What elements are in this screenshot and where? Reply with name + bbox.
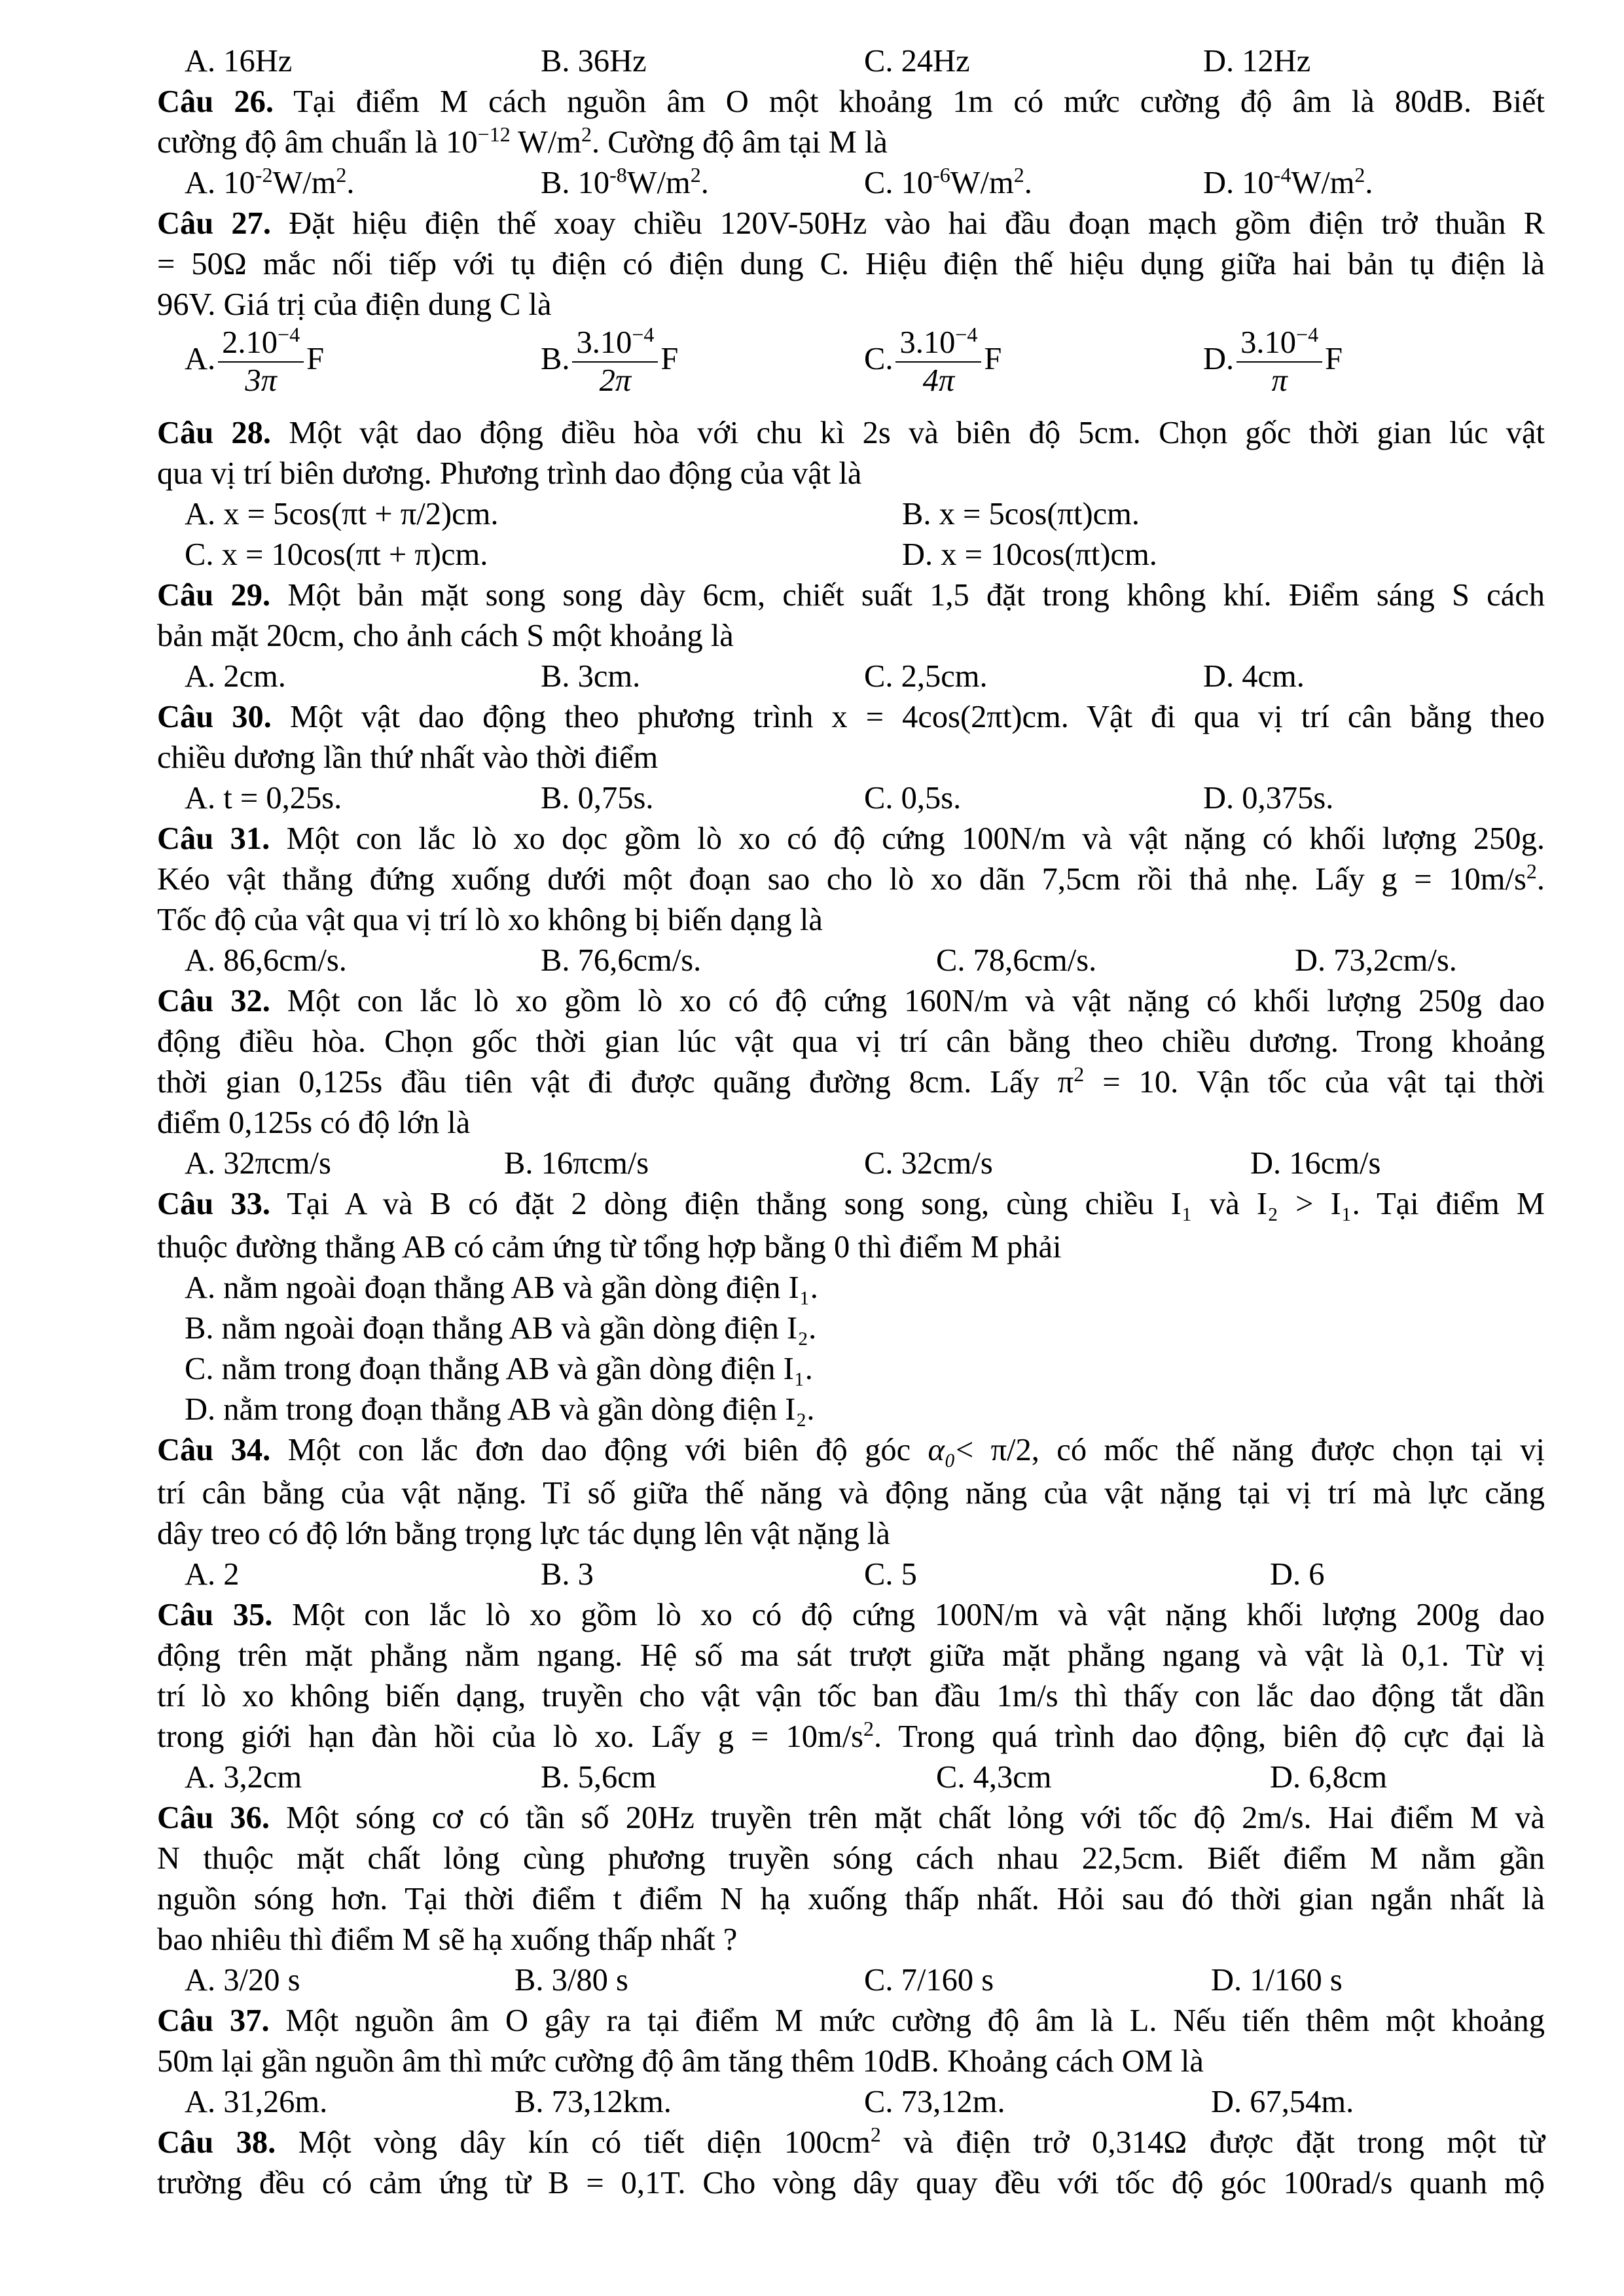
option-a (185, 322, 325, 399)
text-fragment: Kéo vật thẳng đứng xuống dưới một đoạn sao cho lò xo dãn 7,5cm rồi thả nhẹ. Lấy g = 10m/s (157, 862, 1526, 897)
option-a: A. 2 (185, 1557, 240, 1592)
option-c: C. 78,6cm/s. (936, 943, 1097, 978)
text-fragment: thời gian 0,125s đầu tiên vật đi được quãng đường 8cm. Lấy π (157, 1065, 1074, 1100)
question-label: Câu 32. (157, 984, 270, 1018)
option-b: B. 73,12km. (514, 2085, 672, 2119)
question-38 (157, 2123, 1545, 2162)
denominator: 2π (599, 363, 632, 398)
question-text: Một vật dao động theo phương trình x = 4cos(2πt)cm. Vật đi qua vị trí cân bằng theo (271, 700, 1545, 734)
exponent: -2 (255, 162, 273, 187)
option-c (864, 322, 1002, 399)
question-label: Câu 26. (157, 84, 274, 119)
fraction (572, 322, 658, 399)
option-d: D. 73,2cm/s. (1295, 943, 1457, 978)
text-fragment: W/m (950, 166, 1014, 200)
question-label: Câu 33. (157, 1187, 271, 1221)
question-text: 50m lại gần nguồn âm thì mức cường độ âm tăng thêm 10dB. Khoảng cách OM là (157, 2044, 1204, 2079)
option-b (541, 322, 679, 399)
exponent: 2 (1526, 859, 1537, 883)
exponent: −4 (955, 322, 978, 346)
option-b: B. x = 5cos(πt)cm. (902, 497, 1140, 531)
option-d: D. nằm trong đoạn thẳng AB và gần dòng điện I₂. (185, 1392, 815, 1427)
option-c: C. 0,5s. (864, 781, 962, 816)
text-fragment: B. 10 (541, 166, 610, 200)
text-fragment: . (700, 166, 709, 200)
option-c: C. x = 10cos(πt + π)cm. (185, 537, 488, 572)
question-text: Một con lắc lò xo dọc gồm lò xo có độ cứng 100N/m và vật nặng có khối lượng 250g. (270, 821, 1545, 856)
question-label: Câu 27. (157, 206, 272, 241)
text-fragment: . Trong quá trình dao động, biên độ cực đại là (874, 1719, 1545, 1754)
text-fragment: . (1024, 166, 1032, 200)
text-fragment: Một con lắc đơn dao động với biên độ góc (270, 1433, 928, 1467)
numerator: 3.10 (576, 325, 632, 360)
text-fragment: W/m (510, 125, 581, 160)
option-b: B. 3 (541, 1557, 594, 1592)
alpha-symbol: α₀ (928, 1433, 956, 1467)
denominator: 4π (922, 363, 955, 398)
text-fragment: W/m (272, 166, 336, 200)
question-33 (157, 1185, 1545, 1224)
question-text (157, 860, 1545, 899)
option-b: B. 16πcm/s (504, 1146, 649, 1181)
question-label: Câu 35. (157, 1598, 273, 1632)
exponent: 2 (690, 162, 701, 187)
question-text: Một con lắc lò xo gồm lò xo có độ cứng 160N/m và vật nặng có khối lượng 250g dao (270, 984, 1545, 1018)
exponent: 2 (863, 1716, 875, 1740)
option-d (1203, 322, 1343, 399)
question-text: trường đều có cảm ứng từ B = 0,1T. Cho vòng dây quay đều với tốc độ góc 100rad/s quanh mộ (157, 2166, 1545, 2200)
text-fragment: W/m (626, 166, 691, 200)
text-fragment: . (1536, 862, 1545, 897)
option-d: D. 0,375s. (1203, 781, 1334, 816)
question-27 (157, 204, 1545, 243)
exponent: 2 (870, 2122, 881, 2146)
option-a: A. t = 0,25s. (185, 781, 342, 816)
question-label: Câu 38. (157, 2125, 276, 2160)
unit: F (1325, 342, 1343, 377)
text-fragment: . (346, 166, 355, 200)
question-26 (157, 82, 1545, 122)
option-letter: D. (1203, 342, 1235, 377)
option-c: C. 32cm/s (864, 1146, 993, 1181)
option-a (185, 164, 355, 203)
question-text: động điều hòa. Chọn gốc thời gian lúc vật qua vị trí cân bằng theo chiều dương. Trong khoảng (157, 1024, 1545, 1059)
question-text: dây treo có độ lớn bằng trọng lực tác dụng lên vật nặng là (157, 1516, 890, 1551)
exponent: −4 (278, 322, 300, 346)
question-label: Câu 31. (157, 821, 270, 856)
question-text: bao nhiêu thì điểm M sẽ hạ xuống thấp nhất ? (157, 1922, 738, 1957)
option-a: A. 2cm. (185, 659, 286, 694)
question-text: thuộc đường thẳng AB có cảm ứng từ tổng hợp bằng 0 thì điểm M phải (157, 1230, 1062, 1265)
option-b: B. 3cm. (541, 659, 641, 694)
question-label: Câu 36. (157, 1801, 270, 1835)
question-text: = 50Ω mắc nối tiếp với tụ điện có điện dung C. Hiệu điện thế hiệu dụng giữa hai bản tụ điện là (157, 247, 1545, 281)
question-text: bản mặt 20cm, cho ảnh cách S một khoảng là (157, 619, 734, 653)
question-text: động trên mặt phẳng nằm ngang. Hệ số ma sát trượt giữa mặt phẳng ngang và vật là 0,1. Từ vị (157, 1638, 1545, 1673)
option-c: C. 73,12m. (864, 2085, 1005, 2119)
exponent: −12 (477, 122, 511, 146)
question-text: Một vật dao động điều hòa với chu kì 2s và biên độ 5cm. Chọn gốc thời gian lúc vật (271, 416, 1545, 450)
exponent: -8 (609, 162, 627, 187)
option-d: D. 12Hz (1203, 44, 1311, 79)
question-text: qua vị trí biên dương. Phương trình dao động của vật là (157, 456, 862, 491)
numerator: 3.10 (899, 325, 956, 360)
question-32 (157, 982, 1545, 1021)
denominator: π (1271, 363, 1288, 398)
exponent: 2 (1074, 1062, 1085, 1086)
option-d: D. 67,54m. (1211, 2085, 1354, 2119)
option-b (541, 164, 709, 203)
numerator: 3.10 (1240, 325, 1297, 360)
question-text: chiều dương lần thứ nhất vào thời điểm (157, 740, 659, 775)
fraction (218, 322, 304, 399)
question-text: Đặt hiệu điện thế xoay chiều 120V-50Hz vào hai đầu đoạn mạch gồm điện trở thuần R (271, 206, 1545, 241)
option-a: A. 16Hz (185, 44, 293, 79)
option-b: B. nằm ngoài đoạn thẳng AB và gần dòng điện I₂. (185, 1311, 817, 1346)
option-d: D. x = 10cos(πt)cm. (902, 537, 1157, 572)
exponent: −4 (632, 322, 655, 346)
question-label: Câu 30. (157, 700, 272, 734)
question-text: trí lò xo không biến dạng, truyền cho vật vận tốc ban đầu 1m/s thì thấy con lắc dao động tắt dần (157, 1679, 1545, 1713)
text-fragment: Một vòng dây kín có tiết diện 100cm (276, 2125, 871, 2160)
question-29 (157, 576, 1545, 615)
question-31 (157, 819, 1545, 859)
fraction (1236, 322, 1322, 399)
option-d: D. 6 (1270, 1557, 1325, 1592)
denominator: 3π (245, 363, 277, 398)
option-d: D. 4cm. (1203, 659, 1305, 694)
question-text: Một bản mặt song song dày 6cm, chiết suất 1,5 đặt trong không khí. Điểm sáng S cách (270, 578, 1545, 613)
unit: F (306, 342, 325, 377)
text-fragment: và điện trở 0,314Ω được đặt trong một từ (880, 2125, 1545, 2160)
question-text: Tại A và B có đặt 2 dòng điện thẳng song song, cùng chiều I₁ và I₂ > I₁. Tại điểm M (270, 1187, 1545, 1221)
option-a: A. 86,6cm/s. (185, 943, 347, 978)
unit: F (984, 342, 1002, 377)
exponent: −4 (1296, 322, 1319, 346)
text-fragment: trong giới hạn đàn hồi của lò xo. Lấy g = 10m/s (157, 1719, 864, 1754)
question-text: 96V. Giá trị của điện dung C là (157, 287, 552, 322)
text-fragment: < π/2, có mốc thế năng được chọn tại vị (955, 1433, 1545, 1467)
option-letter: B. (541, 342, 570, 377)
question-text: điểm 0,125s có độ lớn là (157, 1105, 471, 1140)
exponent: 2 (581, 122, 592, 146)
question-36 (157, 1799, 1545, 1838)
exponent: 2 (1354, 162, 1365, 187)
option-c: C. 5 (864, 1557, 917, 1592)
option-letter: A. (185, 342, 216, 377)
option-c: C. nằm trong đoạn thẳng AB và gần dòng điện I₁. (185, 1352, 813, 1386)
unit: F (660, 342, 679, 377)
exponent: -4 (1273, 162, 1291, 187)
exponent: 2 (1013, 162, 1024, 187)
question-text: Một sóng cơ có tần số 20Hz truyền trên mặt chất lỏng với tốc độ 2m/s. Hai điểm M và (270, 1801, 1545, 1835)
option-a: A. 3/20 s (185, 1963, 300, 1998)
option-c: C. 7/160 s (864, 1963, 994, 1998)
question-text: Tốc độ của vật qua vị trí lò xo không bị biến dạng là (157, 903, 823, 937)
text-fragment: W/m (1291, 166, 1355, 200)
option-a: A. nằm ngoài đoạn thẳng AB và gần dòng điện I₁. (185, 1270, 818, 1305)
exponent: 2 (336, 162, 347, 187)
question-37 (157, 2001, 1545, 2041)
option-c (864, 164, 1032, 203)
question-30 (157, 698, 1545, 737)
option-d: D. 1/160 s (1211, 1963, 1343, 1998)
question-label: Câu 34. (157, 1433, 271, 1467)
question-text: N thuộc mặt chất lỏng cùng phương truyền sóng cách nhau 22,5cm. Biết điểm M nằm gần (157, 1841, 1545, 1876)
question-text (157, 1717, 1545, 1757)
question-28 (157, 414, 1545, 453)
question-text: Một con lắc lò xo gồm lò xo có độ cứng 100N/m và vật nặng khối lượng 200g dao (272, 1598, 1545, 1632)
option-c: C. 4,3cm (936, 1760, 1052, 1795)
option-a: A. x = 5cos(πt + π/2)cm. (185, 497, 499, 531)
text-fragment: . (1365, 166, 1373, 200)
option-a: A. 3,2cm (185, 1760, 302, 1795)
option-c: C. 24Hz (864, 44, 970, 79)
option-b: B. 0,75s. (541, 781, 654, 816)
text-fragment: = 10. Vận tốc của vật tại thời (1084, 1065, 1545, 1100)
text-fragment: A. 10 (185, 166, 255, 200)
question-label: Câu 28. (157, 416, 272, 450)
question-text: Tại điểm M cách nguồn âm O một khoảng 1m có mức cường độ âm là 80dB. Biết (273, 84, 1545, 119)
numerator: 2.10 (222, 325, 278, 360)
option-a: A. 32πcm/s (185, 1146, 331, 1181)
fraction (895, 322, 981, 399)
option-c: C. 2,5cm. (864, 659, 988, 694)
option-letter: C. (864, 342, 893, 377)
text-fragment: C. 10 (864, 166, 933, 200)
option-b: B. 5,6cm (541, 1760, 657, 1795)
option-d: D. 6,8cm (1270, 1760, 1388, 1795)
option-d: D. 16cm/s (1250, 1146, 1381, 1181)
text-fragment: D. 10 (1203, 166, 1274, 200)
question-35 (157, 1596, 1545, 1635)
question-text: Một nguồn âm O gây ra tại điểm M mức cường độ âm là L. Nếu tiến thêm một khoảng (269, 2003, 1545, 2038)
question-label: Câu 37. (157, 2003, 270, 2038)
question-label: Câu 29. (157, 578, 271, 613)
text-fragment: cường độ âm chuẩn là 10 (157, 125, 478, 160)
option-b: B. 3/80 s (514, 1963, 628, 1998)
question-text (157, 1063, 1545, 1102)
question-34 (157, 1431, 1545, 1470)
question-text: nguồn sóng hơn. Tại thời điểm t điểm N hạ xuống thấp nhất. Hỏi sau đó thời gian ngắn nhất là (157, 1882, 1545, 1916)
option-a: A. 31,26m. (185, 2085, 328, 2119)
option-b: B. 76,6cm/s. (541, 943, 702, 978)
question-text: trí cân bằng của vật nặng. Tỉ số giữa thế năng và động năng của vật nặng tại vị trí mà lực căng (157, 1476, 1545, 1511)
text-fragment: . Cường độ âm tại M là (591, 125, 888, 160)
option-b: B. 36Hz (541, 44, 647, 79)
question-text (157, 123, 1545, 162)
exponent: -6 (933, 162, 950, 187)
option-d (1203, 164, 1373, 203)
